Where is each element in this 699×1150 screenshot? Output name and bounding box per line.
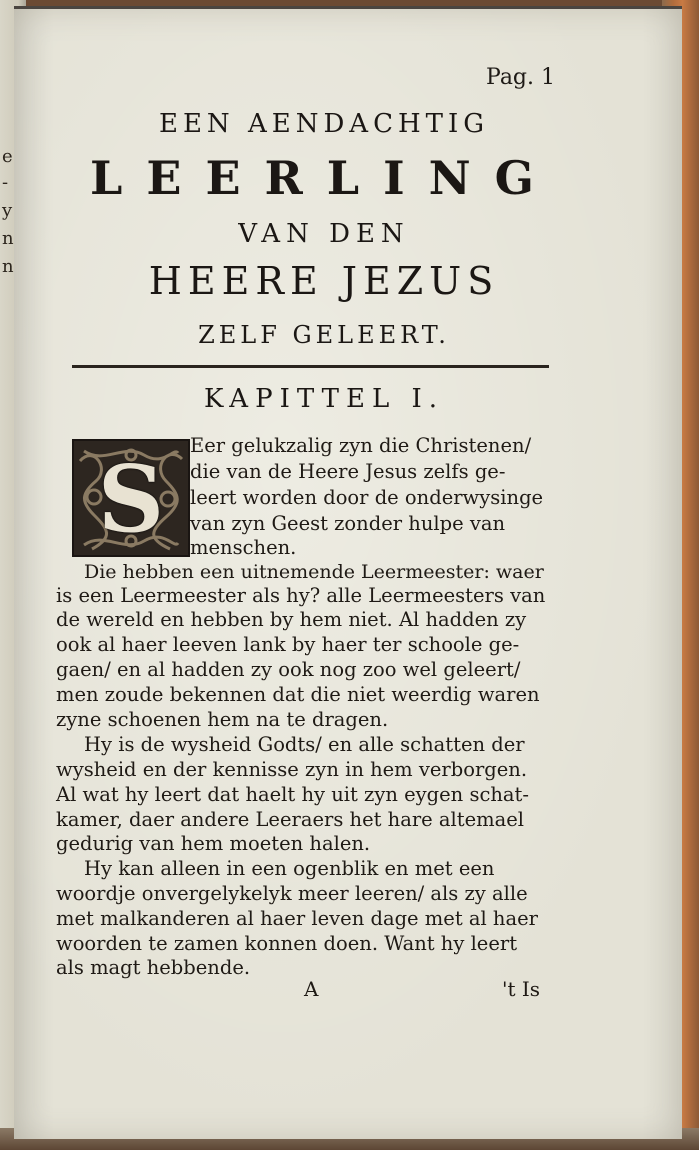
left-page-fragment: - (2, 172, 9, 193)
body-line: men zoude bekennen dat die niet weerdig waren (56, 683, 540, 706)
body-line: Hy is de wysheid Godts/ en alle schatten der (84, 733, 525, 756)
body-line: woorden te zamen konnen doen. Want hy leert (56, 932, 518, 955)
body-line: Al wat hy leert dat haelt hy uit zyn eygen schat- (56, 783, 529, 806)
title-line-1: EEN AENDACHTIG (158, 109, 490, 139)
body-line: ook al haer leeven lank by haer ter schoole ge- (56, 633, 520, 656)
body-line: kamer, daer andere Leeraers het hare altemael (56, 808, 525, 831)
body-line: van zyn Geest zonder hulpe van (190, 512, 506, 535)
decorated-initial (72, 439, 190, 557)
body-line: die van de Heere Jesus zelfs ge- (190, 460, 506, 483)
body-line: gedurig van hem moeten halen. (56, 832, 371, 855)
body-line: Die hebben een uitnemende Leermeester: waer (84, 561, 544, 583)
body-line: als magt hebbende. (56, 956, 251, 979)
body-line: gaen/ en al hadden zy ook nog zoo wel geleert/ (56, 658, 521, 681)
title-line-2: LEERLING (90, 151, 558, 205)
chapter-heading: KAPITTEL I. (203, 384, 445, 414)
title-line-5: ZELF GELEERT. (198, 321, 450, 349)
title-line-4: HEERE JEZUS (148, 259, 500, 303)
body-line: met malkanderen al haer leven dage met al haer (56, 907, 538, 930)
body-line: woordje onvergelykelyk meer leeren/ als zy alle (56, 882, 528, 905)
left-page-fragment: n (2, 228, 14, 249)
left-page-fragment: y (2, 200, 13, 221)
body-line: menschen. (190, 536, 297, 559)
title-divider (72, 365, 549, 368)
book-page (14, 6, 682, 1139)
body-line: de wereld en hebben by hem niet. Al hadden zy (56, 608, 527, 631)
page-number: Pag. 1 (486, 65, 555, 90)
catchword: 't Is (502, 977, 541, 1001)
left-page-fragment: n (2, 256, 14, 277)
signature-mark: A (304, 977, 319, 1001)
body-line: Hy kan alleen in een ogenblik en met een (84, 857, 495, 880)
body-line: leert worden door de onderwysinge (190, 486, 544, 509)
body-line: Eer gelukzalig zyn die Christenen/ (190, 434, 532, 457)
left-page-fragment: e (2, 146, 13, 167)
body-line: zyne schoenen hem na te dragen. (56, 708, 389, 731)
title-line-3: VAN DEN (238, 219, 410, 249)
body-line: is een Leermeester als hy? alle Leermeesters van (56, 584, 546, 607)
initial-letter: S (97, 445, 165, 553)
body-line: wysheid en der kennisse zyn in hem verborgen. (56, 758, 528, 781)
